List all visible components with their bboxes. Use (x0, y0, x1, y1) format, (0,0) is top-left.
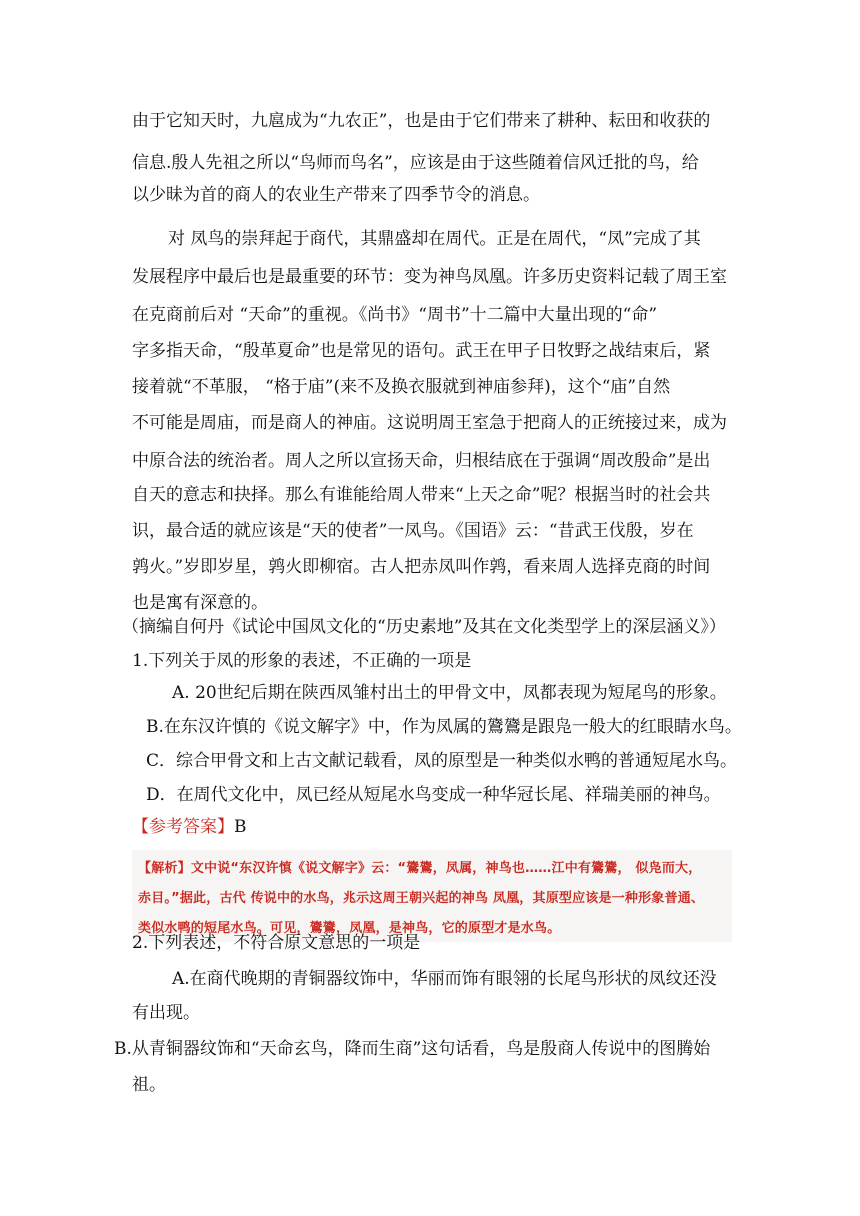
source-citation: （摘编自何丹《试论中国凤文化的“历史素地”及其在文化类型学上的深层涵义》） (122, 617, 726, 637)
answer-value: B (234, 817, 247, 837)
passage-p1-line-2: 信息.殷人先祖之所以“鸟师而鸟名”，应该是由于这些随着信风迁批的鸟，给 (132, 153, 699, 173)
passage-p2-line-9: 识，最合适的就应该是“天的使者”一凤鸟。《国语》云：“昔武王伐殷，岁在 (132, 521, 694, 541)
answer-label: 【参考答案】 (132, 817, 234, 837)
passage-p2-line-3: 在克商前后对 “天命”的重视。《尚书》“周书”十二篇中大量出现的“命” (132, 305, 658, 325)
passage-p2-line-8: 自天的意志和抉择。那么有谁能给周人带来“上天之命”呢？根据当时的社会共 (132, 485, 711, 505)
q2-stem: 2.下列表述，不符合原文意思的一项是 (132, 933, 421, 953)
passage-p2-line-10: 鹑火。”岁即岁星，鹑火即柳宿。古人把赤凤叫作鹑，看来周人选择克商的时间 (132, 557, 711, 577)
passage-p2-line-4: 字多指天命，“殷革夏命”也是常见的语句。武王在甲子日牧野之战结束后，紧 (132, 341, 711, 361)
passage-p2-line-7: 中原合法的统治者。周人之所以宣扬天命，归根结底在于强调“周改殷命”是出 (132, 451, 711, 471)
passage-p2-line-5: 接着就“不革服， “格于庙”(来不及换衣服就到神庙参拜)，这个“庙”自然 (132, 377, 671, 397)
passage-p1-line-1: 由于它知天时，九扈成为“九农正”，也是由于它们带来了耕种、耘田和收获的 (132, 111, 711, 131)
passage-p2-line-2: 发展程序中最后也是最重要的环节：变为神鸟凤凰。许多历史资料记载了周王室 (132, 267, 727, 287)
q1-stem: 1.下列关于凤的形象的表述，不正确的一项是 (132, 651, 472, 671)
analysis-line-2: 赤目。”据此，古代 传说中的水鸟，兆示这周王朝兴起的神鸟 凤凰，其原型应该是一种形象普通、 (138, 891, 705, 906)
passage-p2-line-1: 对 凤鸟的崇拜起于商代，其鼎盛却在周代。正是在周代，“凤”完成了其 (168, 229, 701, 249)
q1-answer (132, 810, 247, 844)
q1-option-c: C．综合甲骨文和上古文献记载看，凤的原型是一种类似水鸭的普通短尾水鸟。 (146, 751, 738, 771)
q2-option-b-line-2: 祖。 (132, 1075, 166, 1095)
passage-p1-line-3: 以少昧为首的商人的农业生产带来了四季节令的消息。 (132, 185, 540, 205)
analysis-line-3: 类似水鸭的短尾水鸟。可见，鷟鷟，凤凰，是神鸟，它的原型才是水鸟。 (138, 921, 561, 936)
q2-option-a-line-1: A.在商代晚期的青铜器纹饰中，华丽而饰有眼翎的长尾鸟形状的凤纹还没 (172, 969, 717, 989)
q1-option-d: D．在周代文化中，凤已经从短尾水鸟变成一种华冠长尾、祥瑞美丽的神鸟。 (146, 785, 721, 805)
q2-option-a-line-2: 有出现。 (132, 1003, 200, 1023)
analysis-tag: 【解析】 (138, 861, 191, 876)
q1-option-a: A. 20世纪后期在陕西凤雏村出土的甲骨文中，凤都表现为短尾鸟的形象。 (172, 683, 727, 703)
q1-option-b: B.在东汉许慎的《说文解字》中，作为凤属的鷟鷟是跟凫一般大的红眼睛水鸟。 (146, 717, 742, 737)
analysis-line-1-text: 文中说“东汉许慎《说文解字》云：“鷟鷟，凤属，神鸟也……江中有鷟鷟， 似凫而大， (190, 861, 702, 876)
analysis-line-1 (138, 854, 726, 884)
passage-p2-line-11: 也是寓有深意的。 (132, 593, 268, 613)
passage-p2-line-6: 不可能是周庙，而是商人的神庙。这说明周王室急于把商人的正统接过来，成为 (132, 413, 727, 433)
q2-option-b-line-1: B.从青铜器纹饰和“天命玄鸟，降而生商”这句话看，鸟是殷商人传说中的图腾始 (114, 1039, 711, 1059)
